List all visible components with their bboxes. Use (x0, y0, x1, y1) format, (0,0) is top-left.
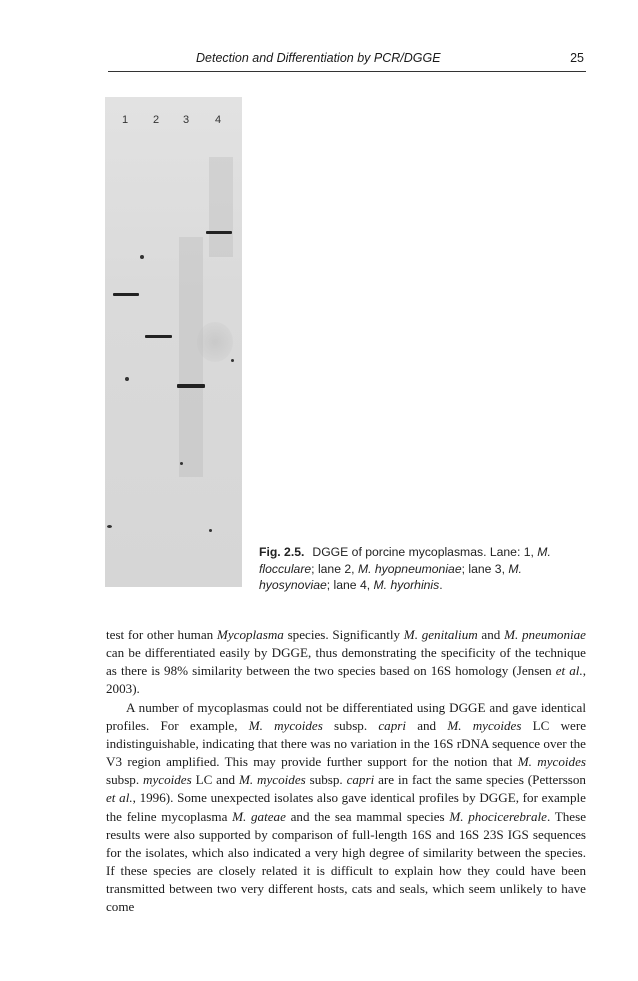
band-lane-3 (177, 384, 205, 388)
band-lane-2 (145, 335, 172, 338)
text-run: species. Significantly (283, 627, 404, 642)
figure-label: Fig. 2.5. (259, 545, 305, 559)
lane-label-3: 3 (183, 114, 190, 126)
species-name: capri (378, 717, 406, 733)
paragraph-2 (106, 699, 586, 917)
text-run: LC and (191, 772, 239, 788)
species-name: M. hyosynoviae (259, 561, 522, 592)
species-name: mycoides (142, 772, 192, 788)
text-run: subsp. (305, 772, 347, 788)
species-name: M. hyorhinis (373, 578, 440, 592)
species-name: M. mycoides (447, 717, 522, 733)
species-name: M. mycoides (517, 754, 586, 770)
gel-speck (180, 462, 183, 465)
species-name: M. mycoides (248, 717, 323, 733)
band-lane-4 (206, 231, 232, 234)
dgge-gel-image (105, 97, 242, 587)
species-name: capri (346, 772, 375, 788)
text-run: subsp. (106, 772, 143, 788)
caption-text: ; lane 3, (461, 561, 509, 576)
gel-speck (107, 525, 112, 528)
caption-text: . (439, 578, 443, 592)
running-head (108, 50, 586, 70)
gel-speck (231, 359, 234, 362)
page-number: 25 (570, 51, 584, 65)
text-run: A number of mycoplasmas could not be differentiated using DGGE and gave identical profiles. For example, (106, 699, 586, 733)
species-name: M. flocculare (259, 545, 551, 576)
text-run: test for other human (106, 627, 217, 642)
text-run: and (405, 717, 448, 733)
band-lane-1 (113, 293, 139, 296)
text-run: , 1996). Some unexpected isolates also gave identical profiles by DGGE, for example the feline mycoplasma (106, 790, 586, 824)
text-run: and (477, 627, 505, 642)
gel-speck (140, 255, 144, 259)
gel-artifact-bubble (197, 322, 233, 362)
paragraph-1 (106, 626, 586, 699)
gel-speck (209, 529, 212, 532)
species-name: M. pneumoniae (504, 627, 586, 642)
text-run: , 2003). (106, 663, 586, 697)
species-name: M. mycoides (238, 772, 306, 788)
text-run: LC were indistinguishable, indicating that there was no variation in the 16S rDNA sequence over the V3 region amplified. This may provide further support for the notion that (106, 717, 587, 770)
text-run: . These results were also supported by comparison of full-length 16S and 16S 23S IGS sequences for the isolates, which also indicated a very high degree of similarity between the species. If these species are closely related it is difficult to explain how they could have been transmitted between two very different hosts, cats and seals, which seem unlikely to have come (106, 808, 587, 915)
species-name: M. phocicerebrale (449, 808, 547, 824)
citation-etal: et al. (106, 790, 133, 806)
citation-etal: et al. (555, 663, 583, 679)
text-run: are in fact the same species (Pettersson (374, 772, 586, 788)
species-name: M. genitalium (403, 627, 478, 642)
gel-speck (125, 377, 129, 381)
lane-label-2: 2 (153, 114, 160, 126)
text-run: subsp. (322, 717, 379, 733)
running-head-title: Detection and Differentiation by PCR/DGGE (196, 51, 441, 65)
lane-label-1: 1 (122, 114, 129, 126)
lane-4-smear (209, 157, 233, 257)
text-run: and the sea mammal species (285, 808, 450, 824)
species-name: Mycoplasma (216, 627, 284, 642)
lane-3-smear (179, 237, 203, 477)
header-rule (108, 71, 586, 72)
caption-text: ; lane 4, (326, 578, 374, 592)
species-name: M. gateae (232, 808, 286, 824)
species-name: M. hyopneumoniae (357, 561, 462, 576)
caption-text: DGGE of porcine mycoplasmas. Lane: 1, (312, 545, 538, 559)
figure-caption (259, 544, 589, 594)
caption-text: ; lane 2, (311, 561, 358, 576)
body-text (106, 626, 586, 917)
text-run: can be differentiated easily by DGGE, thus demonstrating the specificity of the technique as there is 98% similarity between the two species based on 16S homology (Jensen (106, 645, 586, 679)
lane-label-4: 4 (215, 114, 222, 126)
